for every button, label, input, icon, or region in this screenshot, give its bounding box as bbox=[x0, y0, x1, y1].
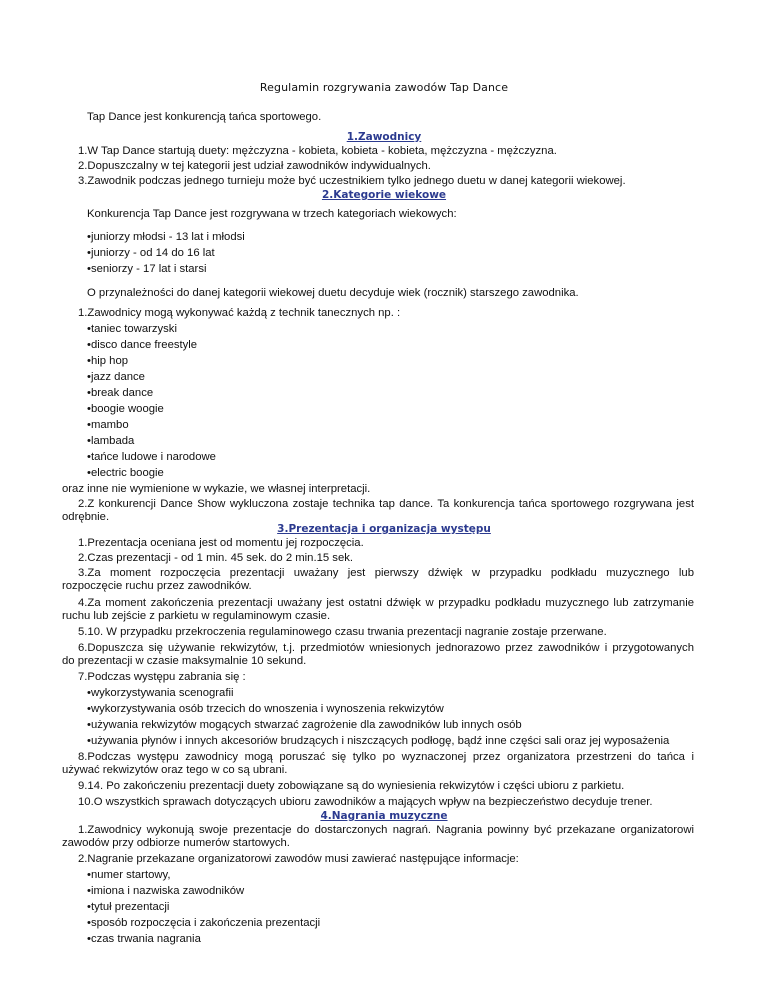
age-category-item: •juniorzy młodsi - 13 lat i młodsi bbox=[87, 231, 245, 243]
section-3-p3-line-2: rozpoczęcie ruchu przez zawodników. bbox=[62, 580, 252, 592]
section-3-p3-line-1: 3.Za moment rozpoczęcia prezentacji uważany jest pierwszy dźwięk w przypadku podkładu muzycznego lub bbox=[78, 567, 694, 579]
technique-item: •disco dance freestyle bbox=[87, 339, 198, 351]
recording-info-item: •numer startowy, bbox=[87, 869, 171, 881]
recording-info-item: •imiona i nazwiska zawodników bbox=[87, 885, 245, 897]
age-category-item: •seniorzy - 17 lat i starsi bbox=[87, 263, 207, 275]
section-3-p6-line-2: do prezentacji w czasie maksymalnie 10 sekund. bbox=[62, 655, 307, 667]
techniques-intro: 1.Zawodnicy mogą wykonywać każdą z technik tanecznych np. : bbox=[78, 307, 401, 319]
recording-info-item: •tytuł prezentacji bbox=[87, 901, 170, 913]
section-3-p5: 5.10. W przypadku przekroczenia regulaminowego czasu trwania prezentacji nagranie zostaje przerwane. bbox=[78, 626, 607, 638]
section-3-p8-line-1: 8.Podczas występu zawodnicy mogą poruszać się tylko po wyznaczonej przez organizatora przestrzeni do tańca i bbox=[78, 751, 694, 763]
section-4-p1-line-2: zawodów przy odbiorze numerów startowych. bbox=[62, 837, 290, 849]
techniques-outro: oraz inne nie wymienione w wykazie, we własnej interpretacji. bbox=[62, 483, 371, 495]
section-2-intro: Konkurencja Tap Dance jest rozgrywana w trzech kategoriach wiekowych: bbox=[87, 208, 457, 220]
section-3-p2: 2.Czas prezentacji - od 1 min. 45 sek. do 2 min.15 sek. bbox=[78, 552, 354, 564]
section-3-p6-line-1: 6.Dopuszcza się używanie rekwizytów, t.j. przedmiotów wniesionych jednorazowo przez zawodników i przygotowanych bbox=[78, 642, 694, 654]
technique-item: •lambada bbox=[87, 435, 135, 447]
section-3-p7: 7.Podczas występu zabrania się : bbox=[78, 671, 246, 683]
section-3-p8-line-2: używać rekwizytów oraz tego w co są ubrani. bbox=[62, 764, 288, 776]
age-category-item: •juniorzy - od 14 do 16 lat bbox=[87, 247, 215, 259]
technique-item: •hip hop bbox=[87, 355, 129, 367]
section-1-item: 1.W Tap Dance startują duety: mężczyzna - kobieta, kobieta - kobieta, mężczyzna - mężczyzna. bbox=[78, 145, 557, 157]
technique-item: •jazz dance bbox=[87, 371, 145, 383]
section-3-p10: 10.O wszystkich sprawach dotyczących ubioru zawodników a mających wpływ na bezpieczeństwo decyduje trener. bbox=[78, 796, 653, 808]
section-2-heading: 2.Kategorie wiekowe bbox=[321, 189, 447, 201]
section-2-item-2-line-1: 2.Z konkurencji Dance Show wykluczona zostaje technika tap dance. Ta konkurencja tańca sportowego rozgrywana jest bbox=[78, 498, 694, 510]
section-3-p4-line-1: 4.Za moment zakończenia prezentacji uważany jest ostatni dźwięk w przypadku podkładu muzycznego lub zatrzymanie bbox=[78, 597, 694, 609]
section-3-p1: 1.Prezentacja oceniana jest od momentu jej rozpoczęcia. bbox=[78, 537, 364, 549]
technique-item: •mambo bbox=[87, 419, 129, 431]
section-4-heading: 4.Nagrania muzyczne bbox=[320, 810, 448, 822]
technique-item: •electric boogie bbox=[87, 467, 164, 479]
section-4-p1-line-1: 1.Zawodnicy wykonują swoje prezentacje do dostarczonych nagrań. Nagrania powinny być przekazane organizatorowi bbox=[78, 824, 694, 836]
section-3-p9: 9.14. Po zakończeniu prezentacji duety zobowiązane są do wyniesienia rekwizytów i części ubioru z parkietu. bbox=[78, 780, 625, 792]
section-1-item: 2.Dopuszczalny w tej kategorii jest udział zawodników indywidualnych. bbox=[78, 160, 431, 172]
recording-info-item: •sposób rozpoczęcia i zakończenia prezentacji bbox=[87, 917, 321, 929]
prohibited-item: •wykorzystywania osób trzecich do wnoszenia i wynoszenia rekwizytów bbox=[87, 703, 444, 715]
prohibited-item: •używania rekwizytów mogących stwarzać zagrożenie dla zawodników lub innych osób bbox=[87, 719, 522, 731]
section-1-item: 3.Zawodnik podczas jednego turnieju może być uczestnikiem tylko jednego duetu w danej kategorii wiekowej. bbox=[78, 175, 626, 187]
section-2-item-2-line-2: odrębnie. bbox=[62, 511, 110, 523]
age-category-note: O przynależności do danej kategorii wiekowej duetu decyduje wiek (rocznik) starszego zawodnika. bbox=[87, 287, 579, 299]
technique-item: •tańce ludowe i narodowe bbox=[87, 451, 216, 463]
section-1-heading: 1.Zawodnicy bbox=[346, 131, 422, 143]
section-3-p4-line-2: ruchu lub zejście z parkietu w regulaminowym czasie. bbox=[62, 610, 331, 622]
document-title: Regulamin rozgrywania zawodów Tap Dance bbox=[259, 81, 509, 94]
prohibited-item: •wykorzystywania scenografii bbox=[87, 687, 234, 699]
technique-item: •break dance bbox=[87, 387, 154, 399]
technique-item: •boogie woogie bbox=[87, 403, 164, 415]
section-3-heading: 3.Prezentacja i organizacja występu bbox=[277, 523, 491, 535]
recording-info-item: •czas trwania nagrania bbox=[87, 933, 201, 945]
technique-item: •taniec towarzyski bbox=[87, 323, 177, 335]
section-4-p2: 2.Nagranie przekazane organizatorowi zawodów musi zawierać następujące informacje: bbox=[78, 853, 519, 865]
intro-text: Tap Dance jest konkurencją tańca sportowego. bbox=[87, 111, 322, 123]
prohibited-item: •używania płynów i innych akcesoriów brudzących i niszczących podłogę, bądź inne części sali oraz jej wyposażenia bbox=[87, 735, 670, 747]
